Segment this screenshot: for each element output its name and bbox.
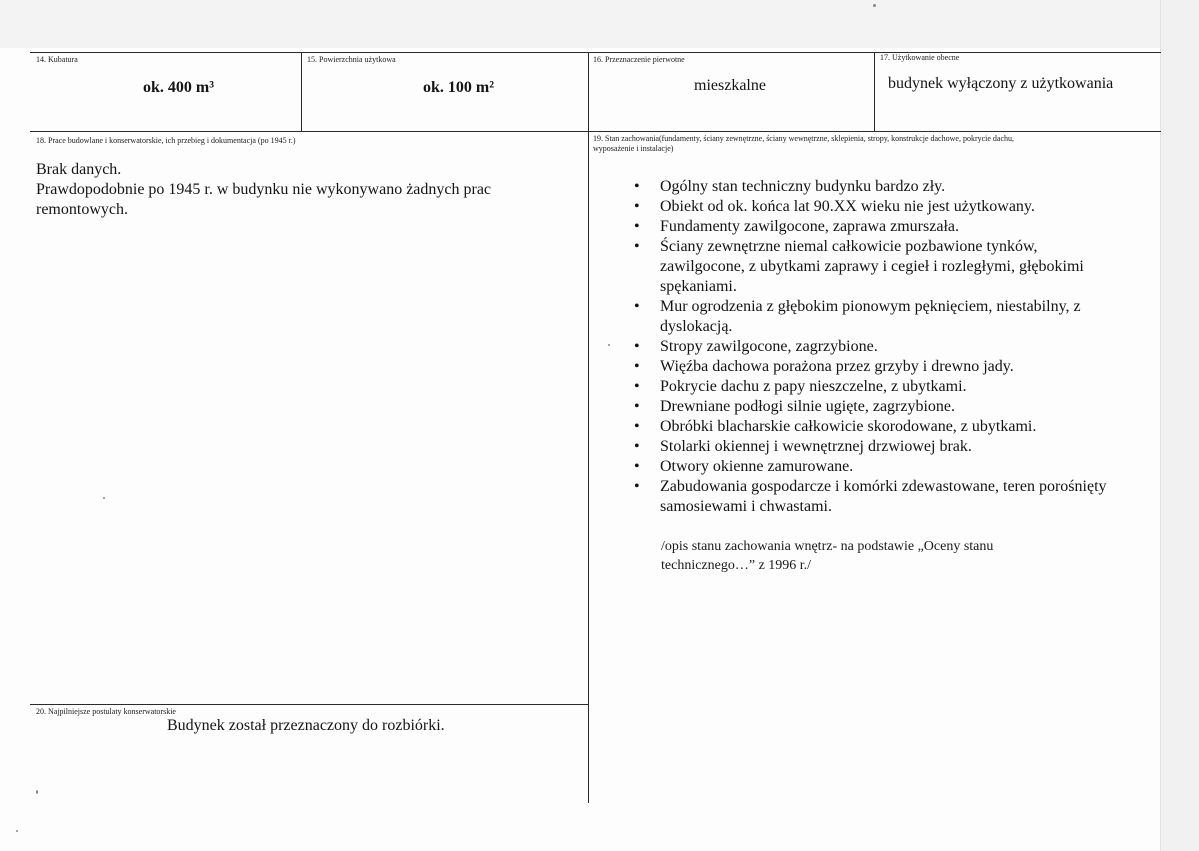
condition-item: • Obiekt od ok. końca lat 90.XX wieku nie jest użytkowany. [625,197,1110,217]
condition-note-line: technicznego…” z 1996 r./ [661,558,812,573]
form-main-divider [588,52,589,803]
field-20-value: Budynek został przeznaczony do rozbiórki. [167,717,445,734]
condition-item: • Więźba dachowa porażona przez grzyby i drewno jady. [625,357,1110,377]
condition-item: • Fundamenty zawilgocone, zaprawa zmurszała. [625,217,1110,237]
condition-item: • Stolarki okiennej i wewnętrznej drzwiowej brak. [625,437,1110,457]
field-17-label: 17. Użytkowanie obecne [880,53,960,62]
condition-item: • Otwory okienne zamurowane. [625,457,1110,477]
condition-item: • Pokrycie dachu z papy nieszczelne, z ubytkami. [625,377,1110,397]
condition-item: • Drewniane podłogi silnie ugięte, zagrzybione. [625,397,1110,417]
form-col-divider [874,52,875,132]
condition-item: • Ogólny stan techniczny budynku bardzo zły. [625,177,1110,197]
scan-margin-top [0,0,1199,48]
condition-note-line: /opis stanu zachowania wnętrz- na podstawie „Oceny stanu [661,539,994,554]
condition-item: • Zabudowania gospodarcze i komórki zdewastowane, teren porośnięty samosiewami i chwastami. [625,477,1110,517]
form-top-border [30,52,1161,53]
scan-speck [103,497,105,499]
condition-item: • Obróbki blacharskie całkowicie skorodowane, z ubytkami. [625,417,1110,437]
field-20-label: 20. Najpilniejsze postulaty konserwatorskie [36,707,176,716]
scan-speck [873,4,876,7]
scan-speck [36,790,38,794]
field-18-label: 18. Prace budowlane i konserwatorskie, ich przebieg i dokumentacja (po 1945 r.) [36,136,296,145]
condition-item: • Stropy zawilgocone, zagrzybione. [625,337,1110,357]
field-16-value: mieszkalne [694,77,766,94]
field-18-line: remontowych. [36,201,128,218]
scan-speck [16,830,18,832]
field-19-label-line2: wyposażenie i instalacje) [593,144,674,153]
field-15-label: 15. Powierzchnia użytkowa [307,55,396,64]
field-18-text [36,160,491,220]
field-16-label: 16. Przeznaczenie pierwotne [593,55,685,64]
field-14-value: ok. 400 m³ [143,79,215,96]
field-19-label-line1: 19. Stan zachowania(fundamenty, ściany zewnętrzne, ściany wewnętrzne, sklepienia, stropy, konstrukcje dachowe, pokrycie dachu, [593,134,1015,143]
form-col-divider [301,52,302,132]
field-18-line: Brak danych. [36,161,122,178]
scan-speck [608,344,610,346]
condition-list [625,177,1110,517]
condition-item: • Mur ogrodzenia z głębokim pionowym pęknięciem, niestabilny, z dyslokacją. [625,297,1110,337]
field-14-label: 14. Kubatura [36,55,78,64]
field-18-line: Prawdopodobnie po 1945 r. w budynku nie wykonywano żadnych prac [36,181,492,198]
field-15-value: ok. 100 m² [423,79,495,96]
condition-item: • Ściany zewnętrzne niemal całkowicie pozbawione tynków, zawilgocone, z ubytkami zaprawy i cegieł i rozległymi, głębokimi spękaniami. [625,237,1110,297]
form-row-divider [30,131,1161,132]
scan-margin-right [1160,0,1199,851]
condition-note [661,537,993,575]
section-20-top-border [30,704,588,705]
field-17-value: budynek wyłączony z użytkowania [888,75,1114,92]
